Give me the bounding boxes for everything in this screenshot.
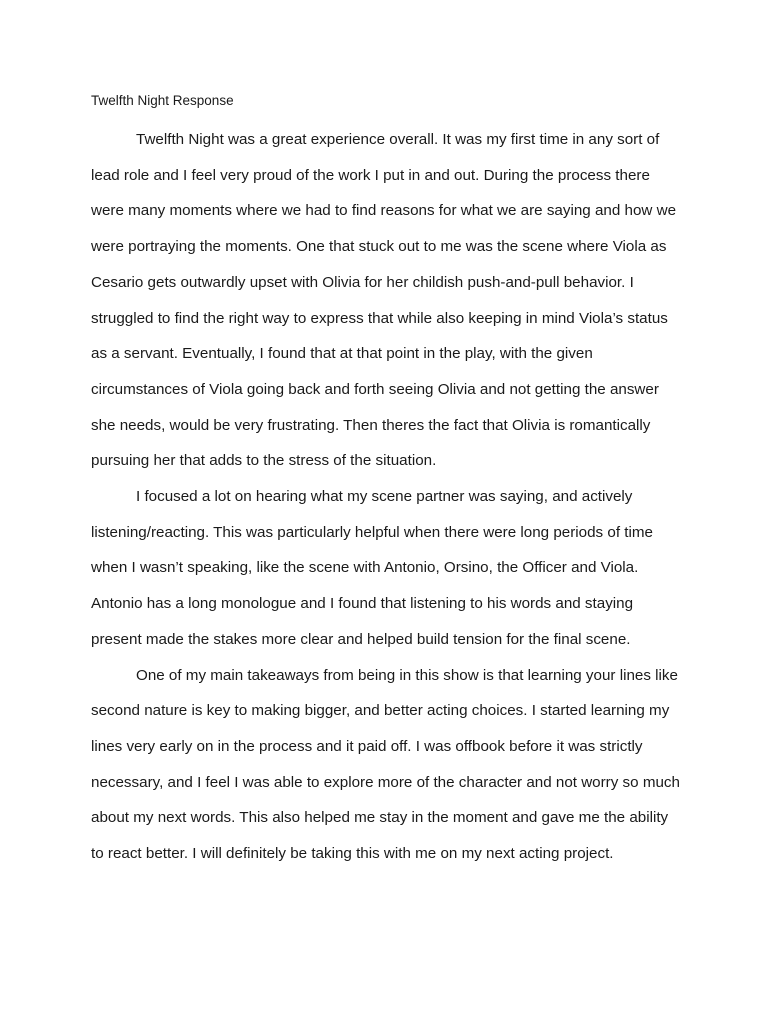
paragraph-line: I focused a lot on hearing what my scene partner was saying, and actively bbox=[136, 488, 633, 506]
paragraph-line: were portraying the moments. One that stuck out to me was the scene where Viola as bbox=[91, 238, 667, 256]
paragraph-line: to react better. I will definitely be taking this with me on my next acting project. bbox=[91, 845, 614, 863]
paragraph-line: listening/reacting. This was particularly helpful when there were long periods of time bbox=[91, 523, 653, 541]
paragraph-line: One of my main takeaways from being in this show is that learning your lines like bbox=[136, 666, 678, 684]
paragraph-2 bbox=[91, 479, 681, 658]
paragraph-line: when I wasn’t speaking, like the scene with Antonio, Orsino, the Officer and Viola. bbox=[91, 559, 639, 577]
paragraph-1 bbox=[91, 122, 681, 479]
paragraph-line: about my next words. This also helped me stay in the moment and gave me the ability bbox=[91, 809, 669, 827]
paragraph-line: Twelfth Night was a great experience overall. It was my first time in any sort of bbox=[136, 131, 660, 148]
paragraph-line: she needs, would be very frustrating. Then theres the fact that Olivia is romantically bbox=[91, 416, 651, 434]
paragraph-line: Antonio has a long monologue and I found that listening to his words and staying bbox=[91, 595, 634, 613]
paragraph-3 bbox=[91, 658, 681, 872]
paragraph-line: as a servant. Eventually, I found that at that point in the play, with the given bbox=[91, 345, 593, 363]
paragraph-line: present made the stakes more clear and helped build tension for the final scene. bbox=[91, 630, 631, 648]
document-title: Twelfth Night Response bbox=[91, 93, 234, 108]
paragraph-line: necessary, and I feel I was able to explore more of the character and not worry so much bbox=[91, 773, 680, 791]
paragraph-line: circumstances of Viola going back and forth seeing Olivia and not getting the answer bbox=[91, 380, 659, 398]
paragraph-line: lead role and I feel very proud of the work I put in and out. During the process there bbox=[91, 166, 650, 184]
paragraph-line: pursuing her that adds to the stress of the situation. bbox=[91, 452, 437, 470]
document-body bbox=[91, 122, 681, 872]
paragraph-line: Cesario gets outwardly upset with Olivia for her childish push-and-pull behavior. I bbox=[91, 273, 634, 291]
paragraph-line: second nature is key to making bigger, and better acting choices. I started learning my bbox=[91, 702, 670, 720]
paragraph-line: lines very early on in the process and it paid off. I was offbook before it was strictly bbox=[91, 737, 643, 755]
paragraph-line: struggled to find the right way to express that while also keeping in mind Viola’s status bbox=[91, 309, 668, 327]
paragraph-line: were many moments where we had to find reasons for what we are saying and how we bbox=[91, 202, 677, 220]
